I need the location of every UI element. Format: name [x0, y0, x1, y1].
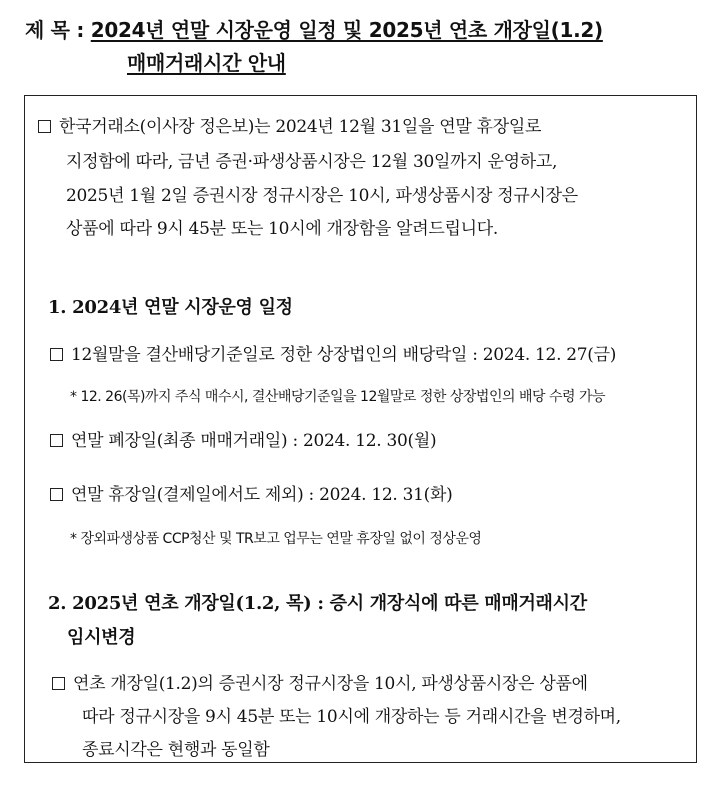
title-line-1 [25, 14, 603, 43]
intro-line-1: 한국거래소(이사장 정은보)는 2024년 12월 31일을 연말 휴장일로 [38, 117, 541, 137]
page-title-continued: 매매거래시간 안내 [127, 51, 286, 75]
section-1-item-dividend: 12월말을 결산배당기준일로 정한 상장법인의 배당락일 : 2024. 12. 27(금) [50, 345, 616, 365]
intro-line-2: 지정함에 따라, 금년 증권·파생상품시장은 12월 30일까지 운영하고, [66, 152, 558, 172]
section-2-line-1: 연초 개장일(1.2)의 증권시장 정규시장을 10시, 파생상품시장은 상품에 [52, 674, 588, 694]
section-2-heading: 2. 2025년 연초 개장일(1.2, 목) : 증시 개장식에 따른 매매거래시간 [48, 593, 587, 614]
section-1-item-closing-day: 연말 폐장일(최종 매매거래일) : 2024. 12. 30(월) [50, 431, 436, 451]
intro-line-3: 2025년 1월 2일 증권시장 정규시장은 10시, 파생상품시장 정규시장은 [66, 186, 578, 206]
title-line-2 [127, 47, 286, 76]
bullet-square-icon [50, 348, 63, 361]
bullet-square-icon [50, 488, 63, 501]
section-1-heading: 1. 2024년 연말 시장운영 일정 [48, 297, 293, 318]
section-1-note-otc: * 장외파생상품 CCP청산 및 TR보고 업무는 연말 휴장일 없이 정상운영 [70, 531, 482, 547]
section-1-note-dividend: * 12. 26(목)까지 주식 매수시, 결산배당기준일을 12월말로 정한 상장법인의 배당 수령 가능 [70, 389, 605, 405]
bullet-square-icon [50, 434, 63, 447]
section-2-line-2: 따라 정규시장을 9시 45분 또는 10시에 개장하는 등 거래시간을 변경하며, [82, 707, 621, 727]
page-title: 2024년 연말 시장운영 일정 및 2025년 연초 개장일(1.2) [90, 18, 603, 42]
section-1-item-holiday: 연말 휴장일(결제일에서도 제외) : 2024. 12. 31(화) [50, 485, 452, 505]
title-label: 제 목 : [25, 18, 85, 42]
intro-line-4: 상품에 따라 9시 45분 또는 10시에 개장함을 알려드립니다. [66, 219, 498, 239]
section-2-heading-continued: 임시변경 [67, 627, 136, 648]
section-2-line-3: 종료시각은 현행과 동일함 [82, 740, 270, 760]
bullet-square-icon [52, 677, 65, 690]
bullet-square-icon [38, 120, 51, 133]
